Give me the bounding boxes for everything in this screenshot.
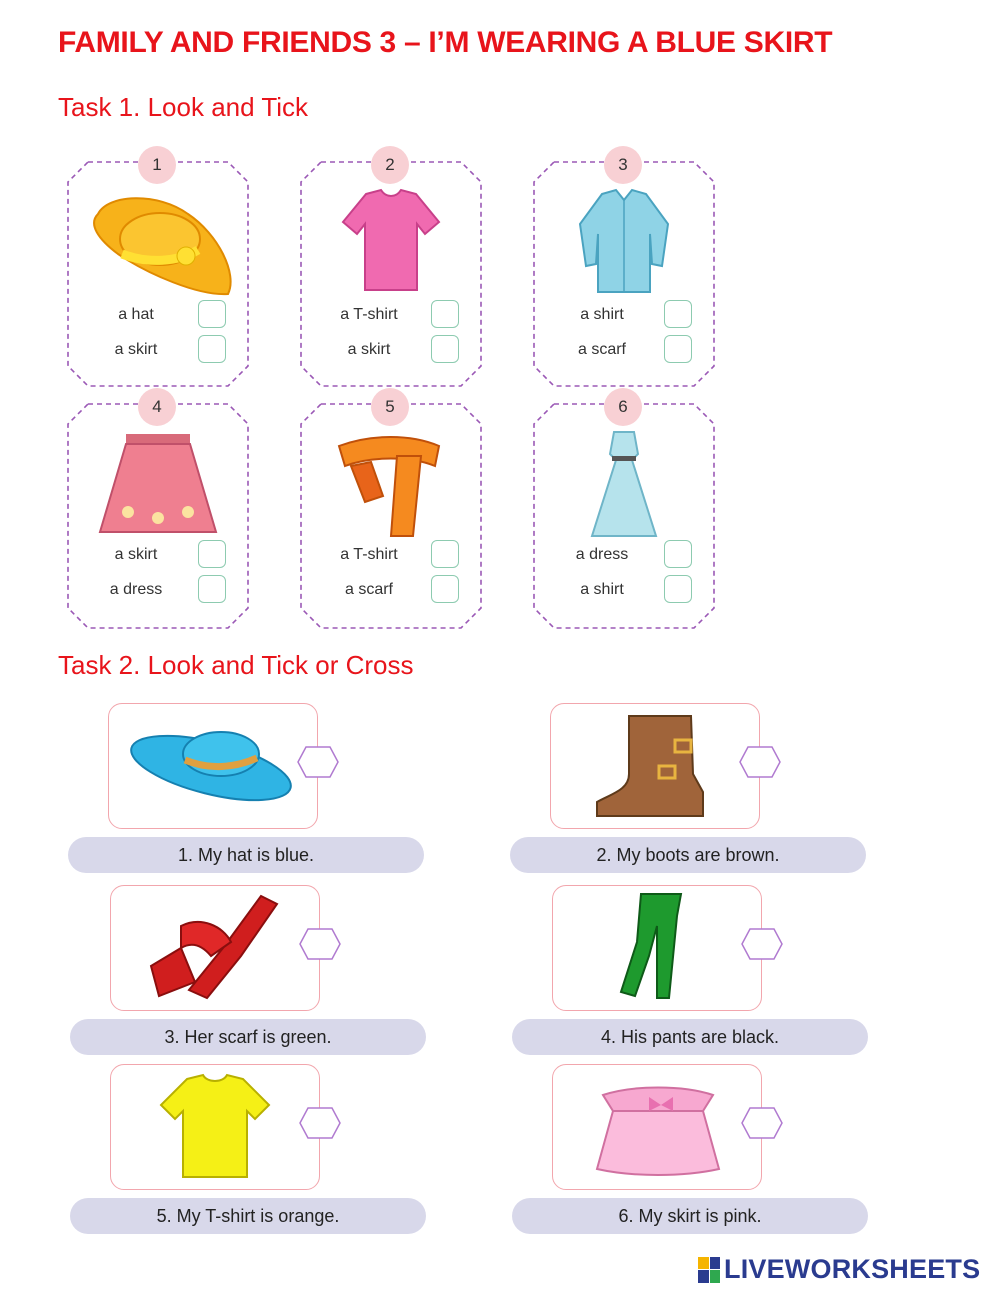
task1-card-1 bbox=[66, 155, 250, 388]
brown-boot-icon bbox=[551, 704, 761, 830]
card-number-badge: 4 bbox=[138, 388, 176, 426]
task1-card-6 bbox=[532, 397, 716, 630]
item-image-frame bbox=[108, 703, 318, 829]
option-label: a shirt bbox=[580, 306, 624, 323]
item-sentence: 3. Her scarf is green. bbox=[70, 1019, 426, 1055]
task2-item-2 bbox=[510, 703, 866, 875]
tick-checkbox[interactable] bbox=[664, 300, 692, 328]
blue-hat-icon bbox=[109, 704, 319, 830]
tick-cross-hexagon[interactable] bbox=[296, 745, 340, 779]
tick-checkbox[interactable] bbox=[664, 540, 692, 568]
task1-card-2 bbox=[299, 155, 483, 388]
tick-cross-hexagon[interactable] bbox=[740, 927, 784, 961]
yellow-hat-icon bbox=[78, 184, 238, 296]
option-label: a hat bbox=[118, 306, 154, 323]
tick-checkbox[interactable] bbox=[431, 540, 459, 568]
tick-checkbox[interactable] bbox=[664, 335, 692, 363]
red-scarf-icon bbox=[111, 886, 321, 1012]
task1-card-5 bbox=[299, 397, 483, 630]
item-image-frame bbox=[110, 885, 320, 1011]
item-image-frame bbox=[110, 1064, 320, 1190]
tick-checkbox[interactable] bbox=[198, 575, 226, 603]
card-number-badge: 1 bbox=[138, 146, 176, 184]
tick-cross-hexagon[interactable] bbox=[738, 745, 782, 779]
card-number-badge: 2 bbox=[371, 146, 409, 184]
tick-checkbox[interactable] bbox=[431, 300, 459, 328]
task2-item-4 bbox=[512, 885, 868, 1057]
task2-item-1 bbox=[68, 703, 424, 875]
pink-skirt-icon bbox=[553, 1065, 763, 1191]
brand-name: LIVEWORKSHEETS bbox=[724, 1254, 981, 1284]
tick-checkbox[interactable] bbox=[198, 540, 226, 568]
item-sentence: 1. My hat is blue. bbox=[68, 837, 424, 873]
card-number-badge: 6 bbox=[604, 388, 642, 426]
task1-card-3 bbox=[532, 155, 716, 388]
tick-checkbox[interactable] bbox=[198, 300, 226, 328]
option-label: a skirt bbox=[114, 341, 158, 358]
tick-cross-hexagon[interactable] bbox=[298, 1106, 342, 1140]
task2-item-3 bbox=[70, 885, 426, 1057]
tick-checkbox[interactable] bbox=[431, 335, 459, 363]
tick-cross-hexagon[interactable] bbox=[298, 927, 342, 961]
option-label: a dress bbox=[109, 581, 163, 598]
pink-tshirt-icon bbox=[311, 184, 471, 296]
option-label: a shirt bbox=[580, 581, 624, 598]
blue-dress-icon bbox=[544, 426, 704, 538]
tick-cross-hexagon[interactable] bbox=[740, 1106, 784, 1140]
task1-card-4 bbox=[66, 397, 250, 630]
tick-checkbox[interactable] bbox=[198, 335, 226, 363]
green-pants-icon bbox=[553, 886, 763, 1012]
tick-checkbox[interactable] bbox=[664, 575, 692, 603]
tick-checkbox[interactable] bbox=[431, 575, 459, 603]
option-label: a scarf bbox=[344, 581, 393, 598]
item-image-frame bbox=[552, 1064, 762, 1190]
item-image-frame bbox=[550, 703, 760, 829]
card-number-badge: 3 bbox=[604, 146, 642, 184]
task1-heading: Task 1. Look and Tick bbox=[58, 92, 309, 122]
orange-scarf-icon bbox=[311, 426, 471, 538]
option-label: a skirt bbox=[114, 546, 158, 563]
item-sentence: 6. My skirt is pink. bbox=[512, 1198, 868, 1234]
liveworksheets-logo-icon bbox=[698, 1257, 720, 1283]
task2-item-6 bbox=[512, 1064, 868, 1236]
item-sentence: 4. His pants are black. bbox=[512, 1019, 868, 1055]
card-number-badge: 5 bbox=[371, 388, 409, 426]
item-sentence: 5. My T-shirt is orange. bbox=[70, 1198, 426, 1234]
pink-skirt-icon bbox=[78, 426, 238, 538]
task2-item-5 bbox=[70, 1064, 426, 1236]
option-label: a dress bbox=[575, 546, 629, 563]
option-label: a T-shirt bbox=[340, 306, 398, 323]
option-label: a skirt bbox=[347, 341, 391, 358]
liveworksheets-brand bbox=[698, 1254, 980, 1285]
option-label: a scarf bbox=[577, 341, 626, 358]
blue-shirt-icon bbox=[544, 184, 704, 296]
yellow-tshirt-icon bbox=[111, 1065, 321, 1191]
item-image-frame bbox=[552, 885, 762, 1011]
option-label: a T-shirt bbox=[340, 546, 398, 563]
task2-heading: Task 2. Look and Tick or Cross bbox=[58, 650, 414, 680]
item-sentence: 2. My boots are brown. bbox=[510, 837, 866, 873]
worksheet-title: FAMILY AND FRIENDS 3 – I’M WEARING A BLUE SKIRT bbox=[58, 26, 833, 59]
